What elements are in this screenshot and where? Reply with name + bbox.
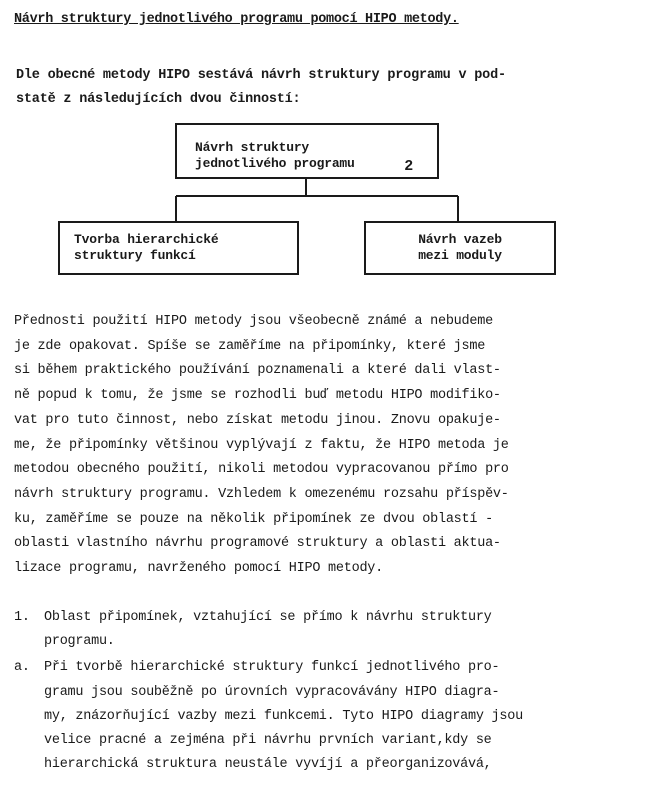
remarks-list <box>14 606 659 777</box>
paragraph-line: je zde opakovat. Spíše se zaměříme na připomínky, které jsme <box>14 338 486 354</box>
list-marker: a. <box>14 660 30 676</box>
paragraph-line: návrh struktury programu. Vzhledem k omezenému rozsahu příspěv- <box>14 486 509 502</box>
diagram-box-module-links <box>364 221 556 275</box>
paragraph-line: vat pro tuto činnost, nebo získat metodu jinou. Znovu opakuje- <box>14 412 501 428</box>
body-paragraph <box>14 310 654 582</box>
list-line: hierarchická struktura neustále vyvíjí a přeorganizovává, <box>44 757 492 773</box>
paragraph-line: metodou obecného použití, nikoli metodou vypracovanou přímo pro <box>14 462 509 478</box>
diagram-box-program-structure <box>175 123 439 179</box>
list-item <box>14 606 659 654</box>
document-title: Návrh struktury jednotlivého programu pomocí HIPO metody. <box>14 12 459 27</box>
list-line: programu. <box>44 634 115 650</box>
paragraph-line: oblasti vlastního návrhu programové struktury a oblasti aktua- <box>14 536 501 552</box>
paragraph-line: ně popud k tomu, že jsme se rozhodli buď metodu HIPO modifiko- <box>14 388 501 404</box>
list-marker: 1. <box>14 610 30 625</box>
list-item <box>14 656 659 777</box>
box-line: jednotlivého programu <box>195 156 355 171</box>
list-item-text <box>44 656 523 777</box>
diagram-box-function-hierarchy <box>58 221 299 275</box>
box-line: Návrh vazeb <box>418 232 502 247</box>
paragraph-line: Přednosti použití HIPO metody jsou všeobecně známé a nebudeme <box>14 314 493 329</box>
box-line: Návrh struktury <box>195 140 310 155</box>
intro-line: Dle obecné metody HIPO sestává návrh struktury programu v pod- <box>16 68 506 83</box>
list-item-text <box>44 606 492 654</box>
box-line: struktury funkcí <box>74 248 196 263</box>
list-line: velice pracné a zejména při návrhu prvních variant,kdy se <box>44 733 492 749</box>
paragraph-line: lizace programu, navrženého pomocí HIPO metody. <box>14 561 384 577</box>
paragraph-line: ku, zaměříme se pouze na několik připomínek ze dvou oblastí - <box>14 511 493 527</box>
box-line: mezi moduly <box>418 248 502 263</box>
intro-line: statě z následujících dvou činností: <box>16 92 301 107</box>
paragraph-line: me, že připomínky většinou vyplývají z faktu, že HIPO metoda je <box>14 437 509 453</box>
list-line: my, znázorňující vazby mezi funkcemi. Tyto HIPO diagramy jsou <box>44 708 523 724</box>
paragraph-line: si během praktického používání poznamenali a které dali vlast- <box>14 363 501 379</box>
list-line: Oblast připomínek, vztahující se přímo k návrhu struktury <box>44 610 492 625</box>
list-line: Při tvorbě hierarchické struktury funkcí jednotlivého pro- <box>44 660 500 676</box>
list-line: gramu jsou souběžně po úrovních vypracovávány HIPO diagra- <box>44 684 500 700</box>
box-number: 2 <box>404 158 413 175</box>
box-line: Tvorba hierarchické <box>74 232 219 247</box>
